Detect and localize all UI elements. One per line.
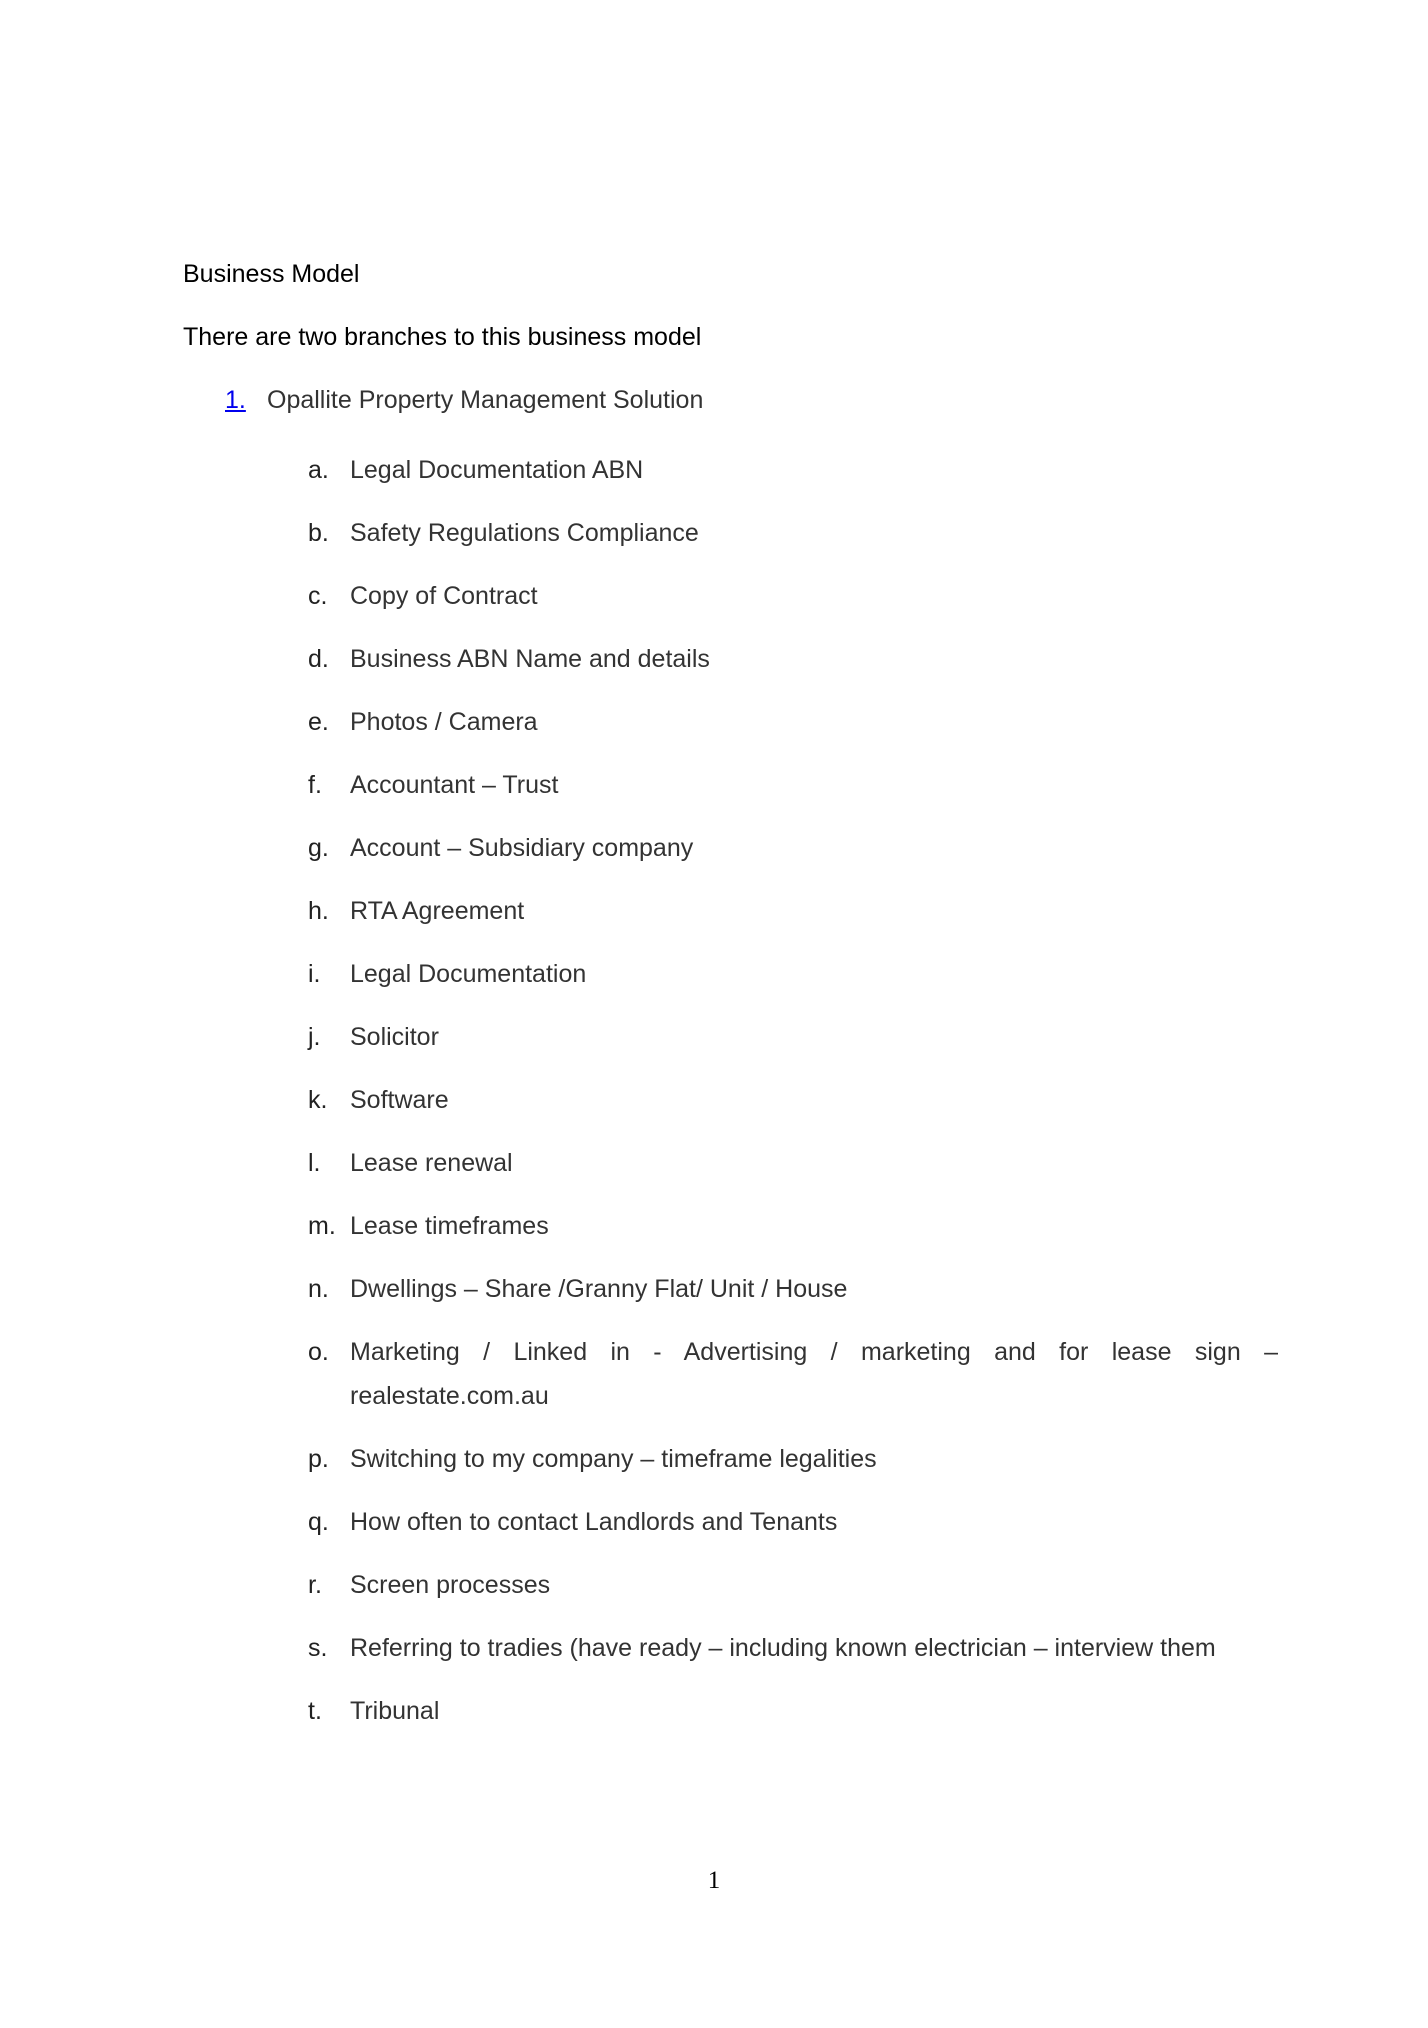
- list-item-text: Photos / Camera: [350, 708, 538, 736]
- list-item-letter: t.: [308, 1697, 322, 1725]
- list-item-text: Lease timeframes: [350, 1212, 549, 1240]
- section-1-title: Opallite Property Management Solution: [267, 386, 704, 414]
- list-item: [308, 700, 1278, 744]
- list-item-text: How often to contact Landlords and Tenants: [350, 1508, 838, 1536]
- list-item-text: Screen processes: [350, 1571, 551, 1599]
- section-1-heading: [225, 385, 703, 415]
- list-item-letter: p.: [308, 1445, 329, 1473]
- list-item: [308, 448, 1278, 492]
- list-item-letter: q.: [308, 1508, 329, 1536]
- page-number: 1: [707, 1867, 721, 1894]
- list-item-letter: r.: [308, 1571, 322, 1599]
- section-1-sublist: [308, 448, 1278, 1752]
- list-item: [308, 1437, 1278, 1481]
- list-item-text: Dwellings – Share /Granny Flat/ Unit / House: [350, 1275, 848, 1303]
- list-item: [308, 1267, 1278, 1311]
- list-item-text: Business ABN Name and details: [350, 645, 710, 673]
- list-item: [308, 1141, 1278, 1185]
- list-item: [308, 1204, 1278, 1248]
- list-item-letter: a.: [308, 456, 329, 484]
- list-item: [308, 826, 1278, 870]
- list-item: [308, 574, 1278, 618]
- list-item: [308, 1626, 1278, 1670]
- list-item-text: Safety Regulations Compliance: [350, 519, 699, 547]
- list-item-text: Solicitor: [350, 1023, 439, 1051]
- list-item-text: Software: [350, 1086, 449, 1114]
- list-item-letter: o.: [308, 1338, 329, 1366]
- list-item-text: Tribunal: [350, 1697, 440, 1725]
- list-item-text: Copy of Contract: [350, 582, 538, 610]
- intro-paragraph: There are two branches to this business model: [183, 323, 702, 351]
- list-item-letter: g.: [308, 834, 329, 862]
- section-1-number-link[interactable]: 1.: [225, 386, 246, 414]
- list-item: [308, 889, 1278, 933]
- list-item-text: Referring to tradies (have ready – including known electrician – interview them: [350, 1634, 1216, 1662]
- list-item: [308, 511, 1278, 555]
- list-item-letter: j.: [308, 1023, 321, 1051]
- list-item-text: Switching to my company – timeframe legalities: [350, 1445, 877, 1473]
- list-item: [308, 1078, 1278, 1122]
- list-item-letter: k.: [308, 1086, 328, 1114]
- list-item-letter: h.: [308, 897, 329, 925]
- list-item-letter: e.: [308, 708, 329, 736]
- list-item: [308, 952, 1278, 996]
- list-item-text: Account – Subsidiary company: [350, 834, 694, 862]
- list-item-letter: b.: [308, 519, 329, 547]
- list-item-text: Marketing / Linked in - Advertising / marketing and for lease sign – realestate.com.au: [350, 1338, 1278, 1410]
- list-item-letter: d.: [308, 645, 329, 673]
- list-item-text: Accountant – Trust: [350, 771, 559, 799]
- list-item-letter: c.: [308, 582, 328, 610]
- list-item: [308, 637, 1278, 681]
- list-item: [308, 763, 1278, 807]
- list-item-letter: m.: [308, 1212, 336, 1240]
- list-item-letter: l.: [308, 1149, 321, 1177]
- list-item-text: Lease renewal: [350, 1149, 513, 1177]
- list-item-letter: n.: [308, 1275, 329, 1303]
- list-item-letter: i.: [308, 960, 321, 988]
- document-heading: Business Model: [183, 260, 360, 288]
- list-item: [308, 1330, 1278, 1418]
- list-item-letter: f.: [308, 771, 322, 799]
- list-item-letter: s.: [308, 1634, 328, 1662]
- list-item: [308, 1689, 1278, 1733]
- list-item: [308, 1500, 1278, 1544]
- list-item: [308, 1563, 1278, 1607]
- list-item-text: Legal Documentation: [350, 960, 587, 988]
- list-item-text: RTA Agreement: [350, 897, 525, 925]
- list-item: [308, 1015, 1278, 1059]
- list-item-text: Legal Documentation ABN: [350, 456, 644, 484]
